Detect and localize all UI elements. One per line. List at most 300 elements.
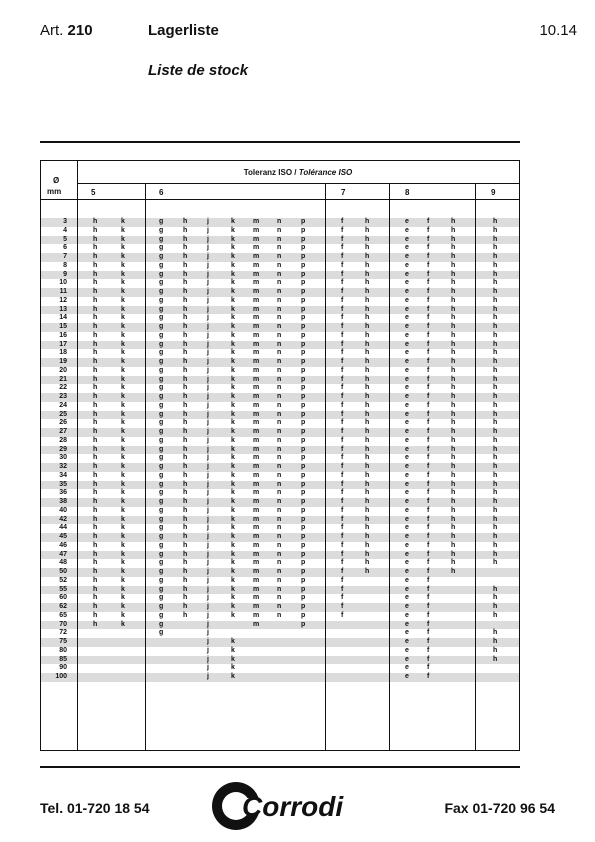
tolerance-mark: n [277, 533, 282, 540]
tolerance-mark: h [451, 436, 456, 444]
tolerance-mark: f [341, 471, 344, 479]
tolerance-mark: k [121, 498, 125, 505]
logo-graphic [210, 778, 350, 834]
tolerance-mark: k [231, 226, 235, 234]
tolerance-mark: e [405, 498, 409, 505]
tolerance-mark: k [231, 673, 235, 680]
tolerance-mark: k [231, 375, 235, 383]
tolerance-mark: k [231, 576, 235, 584]
tolerance-mark: j [207, 340, 209, 348]
tolerance-mark: h [365, 471, 370, 479]
col-divider [77, 161, 78, 750]
tolerance-mark: g [159, 314, 164, 322]
row-diameter: 17 [59, 340, 67, 348]
tolerance-mark: m [253, 568, 260, 575]
tolerance-mark: m [253, 594, 260, 602]
tolerance-mark: e [405, 576, 409, 584]
tolerance-mark: p [301, 480, 306, 488]
tolerance-mark: k [231, 235, 235, 243]
tolerance-mark: f [427, 244, 430, 252]
tolerance-mark: n [277, 218, 282, 225]
tolerance-mark: h [93, 541, 98, 549]
table-row [41, 638, 519, 647]
tolerance-mark: f [341, 331, 344, 339]
tolerance-mark: f [341, 384, 344, 392]
tolerance-mark: h [93, 498, 98, 505]
tolerance-mark: k [231, 533, 235, 540]
tolerance-mark: k [231, 349, 235, 357]
tolerance-mark: k [231, 340, 235, 348]
tolerance-mark: h [183, 515, 188, 523]
tolerance-mark: h [451, 550, 456, 558]
tolerance-mark: m [253, 401, 260, 409]
tolerance-mark: e [405, 664, 409, 672]
tolerance-mark: m [253, 253, 260, 260]
tolerance-mark: h [365, 349, 370, 357]
tolerance-mark: k [231, 638, 235, 645]
tolerance-mark: h [493, 436, 498, 444]
tolerance-mark: f [341, 235, 344, 243]
tolerance-mark: e [405, 524, 409, 532]
tolerance-mark: p [301, 428, 306, 435]
tolerance-mark: k [231, 288, 235, 295]
tolerance-mark: f [427, 664, 430, 672]
tolerance-mark: f [427, 288, 430, 295]
diameter-symbol: Ø [53, 176, 60, 185]
tolerance-mark: e [405, 629, 409, 637]
tolerance-mark: h [183, 585, 188, 593]
tolerance-mark: g [159, 235, 164, 243]
row-diameter: 29 [59, 445, 67, 453]
tolerance-mark: h [183, 480, 188, 488]
tolerance-mark: h [365, 261, 370, 269]
tolerance-mark: g [159, 401, 164, 409]
tolerance-mark: h [451, 323, 456, 330]
tolerance-mark: h [493, 375, 498, 383]
tolerance-mark: k [121, 436, 125, 444]
tolerance-mark: e [405, 506, 409, 514]
tolerance-mark: p [301, 226, 306, 234]
tolerance-mark: k [231, 585, 235, 593]
tolerance-mark: h [451, 463, 456, 470]
tolerance-mark: h [493, 279, 498, 287]
tolerance-mark: f [427, 673, 430, 680]
tolerance-mark: f [341, 454, 344, 462]
tolerance-mark: m [253, 393, 260, 400]
tolerance-mark: h [493, 550, 498, 558]
tolerance-mark: h [451, 419, 456, 427]
tolerance-mark: e [405, 445, 409, 453]
tolerance-mark: m [253, 270, 260, 278]
tolerance-mark: h [93, 524, 98, 532]
tolerance-mark: k [231, 480, 235, 488]
tolerance-mark: m [253, 603, 260, 610]
row-diameter: 12 [59, 296, 67, 304]
tolerance-mark: f [427, 261, 430, 269]
tolerance-mark: m [253, 498, 260, 505]
tolerance-mark: h [493, 410, 498, 418]
tolerance-mark: h [93, 436, 98, 444]
tolerance-mark: h [93, 603, 98, 610]
row-diameter: 85 [59, 655, 67, 663]
telephone: Tel. 01-720 18 54 [40, 800, 150, 816]
tolerance-mark: h [93, 480, 98, 488]
col-divider [389, 183, 390, 750]
tolerance-mark: p [301, 498, 306, 505]
tolerance-mark: n [277, 541, 282, 549]
tolerance-mark: f [341, 480, 344, 488]
tolerance-mark: k [121, 323, 125, 330]
tolerance-mark: k [121, 620, 125, 628]
tolerance-mark: h [365, 454, 370, 462]
tolerance-mark: n [277, 349, 282, 357]
tolerance-mark: j [207, 393, 209, 400]
tolerance-mark: h [365, 226, 370, 234]
tolerance-mark: k [121, 253, 125, 260]
tolerance-mark: p [301, 471, 306, 479]
stock-table [40, 160, 520, 751]
tolerance-mark: f [427, 331, 430, 339]
tolerance-mark: n [277, 393, 282, 400]
tolerance-mark: h [93, 218, 98, 225]
tolerance-mark: f [427, 594, 430, 602]
tolerance-mark: j [207, 323, 209, 330]
tolerance-mark: h [183, 384, 188, 392]
page-subtitle: Liste de stock [148, 62, 249, 79]
tolerance-mark: f [427, 524, 430, 532]
tolerance-mark: m [253, 480, 260, 488]
tolerance-mark: m [253, 463, 260, 470]
tolerance-mark: g [159, 506, 164, 514]
tolerance-mark: g [159, 296, 164, 304]
tolerance-mark: h [493, 594, 498, 602]
tolerance-mark: m [253, 340, 260, 348]
tolerance-mark: h [365, 428, 370, 435]
tolerance-mark: h [493, 515, 498, 523]
tolerance-mark: h [93, 305, 98, 313]
tolerance-mark: h [183, 218, 188, 225]
tolerance-mark: f [341, 428, 344, 435]
tolerance-mark: j [207, 410, 209, 418]
tolerance-mark: j [207, 524, 209, 532]
tolerance-mark: j [207, 253, 209, 260]
table-row [41, 437, 519, 446]
tolerance-mark: h [183, 541, 188, 549]
tolerance-mark: m [253, 515, 260, 523]
tolerance-mark: f [427, 428, 430, 435]
tolerance-mark: f [427, 253, 430, 260]
tolerance-mark: n [277, 410, 282, 418]
tolerance-mark: j [207, 655, 209, 663]
tolerance-mark: h [493, 428, 498, 435]
table-row [41, 419, 519, 428]
tolerance-mark: n [277, 279, 282, 287]
tolerance-mark: n [277, 559, 282, 567]
tolerance-mark: j [207, 620, 209, 628]
tolerance-mark: h [365, 559, 370, 567]
tolerance-mark: h [493, 419, 498, 427]
tolerance-mark: f [427, 323, 430, 330]
tolerance-mark: e [405, 253, 409, 260]
tolerance-mark: h [93, 331, 98, 339]
tolerance-mark: h [451, 288, 456, 295]
tolerance-mark: n [277, 515, 282, 523]
article-number: 210 [67, 22, 93, 39]
tolerance-mark: j [207, 384, 209, 392]
tolerance-mark: h [183, 550, 188, 558]
tolerance-mark: j [207, 463, 209, 470]
table-row [41, 323, 519, 332]
tolerance-mark: h [451, 279, 456, 287]
tolerance-mark: f [341, 568, 344, 575]
table-row [41, 551, 519, 560]
table-row [41, 533, 519, 542]
tolerance-mark: k [231, 445, 235, 453]
tolerance-mark: k [121, 550, 125, 558]
tolerance-mark: k [231, 646, 235, 654]
tolerance-mark: j [207, 629, 209, 637]
tolerance-mark: h [493, 305, 498, 313]
tolerance-mark: f [427, 279, 430, 287]
tolerance-mark: h [93, 428, 98, 435]
tolerance-mark: g [159, 585, 164, 593]
tolerance-mark: p [301, 445, 306, 453]
tolerance-mark: h [93, 296, 98, 304]
tolerance-mark: g [159, 393, 164, 400]
table-row [41, 376, 519, 385]
tolerance-mark: p [301, 559, 306, 567]
tolerance-mark: j [207, 279, 209, 287]
tolerance-mark: h [93, 270, 98, 278]
tolerance-mark: f [341, 349, 344, 357]
col-divider [475, 183, 476, 750]
tolerance-mark: k [231, 331, 235, 339]
tolerance-mark: g [159, 366, 164, 374]
row-diameter: 20 [59, 366, 67, 374]
tolerance-mark: h [493, 524, 498, 532]
tolerance-mark: n [277, 524, 282, 532]
tolerance-mark: h [93, 489, 98, 497]
tolerance-mark: h [93, 471, 98, 479]
tolerance-mark: f [427, 235, 430, 243]
tolerance-mark: h [93, 349, 98, 357]
tolerance-mark: k [121, 375, 125, 383]
tolerance-mark: h [93, 594, 98, 602]
tolerance-mark: f [427, 445, 430, 453]
tolerance-mark: n [277, 270, 282, 278]
tolerance-mark: p [301, 533, 306, 540]
tolerance-mark: g [159, 218, 164, 225]
tolerance-mark: h [183, 244, 188, 252]
tolerance-mark: k [231, 366, 235, 374]
bottom-rule [40, 766, 520, 768]
tolerance-mark: e [405, 314, 409, 322]
col-divider [145, 183, 146, 750]
tolerance-mark: f [341, 288, 344, 295]
tolerance-mark: j [207, 218, 209, 225]
row-diameter: 55 [59, 585, 67, 593]
tolerance-mark: p [301, 218, 306, 225]
tolerance-mark: f [341, 375, 344, 383]
tolerance-mark: f [427, 393, 430, 400]
tolerance-mark: n [277, 226, 282, 234]
tolerance-mark: p [301, 576, 306, 584]
table-row [41, 621, 519, 630]
tolerance-mark: e [405, 594, 409, 602]
tolerance-mark: h [93, 568, 98, 575]
tolerance-mark: h [493, 506, 498, 514]
tolerance-mark: e [405, 358, 409, 365]
tolerance-mark: f [427, 436, 430, 444]
tolerance-mark: h [493, 489, 498, 497]
tolerance-mark: h [183, 533, 188, 540]
tolerance-mark: k [231, 463, 235, 470]
tolerance-mark: h [365, 288, 370, 295]
row-diameter: 100 [55, 673, 67, 680]
tolerance-mark: f [427, 226, 430, 234]
tolerance-mark: k [231, 410, 235, 418]
tolerance-mark: h [183, 393, 188, 400]
tolerance-mark: f [341, 585, 344, 593]
tolerance-mark: g [159, 445, 164, 453]
tolerance-mark: e [405, 393, 409, 400]
tolerance-mark: p [301, 568, 306, 575]
tolerance-mark: h [93, 533, 98, 540]
tolerance-mark: f [427, 270, 430, 278]
tolerance-mark: k [121, 410, 125, 418]
tolerance-mark: h [183, 288, 188, 295]
tolerance-mark: p [301, 235, 306, 243]
tolerance-mark: g [159, 436, 164, 444]
tolerance-mark: f [341, 603, 344, 610]
tolerance-mark: h [183, 568, 188, 575]
tolerance-mark: h [493, 646, 498, 654]
tolerance-mark: h [365, 506, 370, 514]
row-diameter: 10 [59, 279, 67, 287]
tolerance-mark: f [341, 436, 344, 444]
tolerance-mark: j [207, 559, 209, 567]
tolerance-mark: g [159, 261, 164, 269]
tolerance-mark: h [183, 419, 188, 427]
tolerance-mark: k [121, 515, 125, 523]
grade-9-header: 9 [491, 188, 496, 197]
tolerance-mark: f [341, 533, 344, 540]
tolerance-mark: m [253, 331, 260, 339]
tolerance-mark: p [301, 550, 306, 558]
row-diameter: 46 [59, 541, 67, 549]
tolerance-mark: k [231, 550, 235, 558]
tolerance-mark: j [207, 533, 209, 540]
tolerance-mark: h [183, 235, 188, 243]
tolerance-mark: e [405, 261, 409, 269]
tolerance-mark: f [341, 524, 344, 532]
tolerance-mark: k [231, 218, 235, 225]
tolerance-mark: m [253, 454, 260, 462]
tolerance-mark: e [405, 401, 409, 409]
tolerance-mark: e [405, 244, 409, 252]
tolerance-mark: h [183, 436, 188, 444]
tolerance-mark: f [341, 515, 344, 523]
tolerance-mark: h [365, 366, 370, 374]
row-diameter: 21 [59, 375, 67, 383]
row-diameter: 27 [59, 428, 67, 435]
tolerance-mark: h [183, 253, 188, 260]
tolerance-mark: m [253, 620, 260, 628]
tolerance-mark: e [405, 585, 409, 593]
tolerance-mark: m [253, 436, 260, 444]
tolerance-mark: h [365, 410, 370, 418]
tolerance-mark: f [427, 655, 430, 663]
table-row [41, 367, 519, 376]
tolerance-mark: e [405, 428, 409, 435]
table-row [41, 402, 519, 411]
tolerance-mark: p [301, 331, 306, 339]
tolerance-mark: h [93, 401, 98, 409]
tolerance-mark: h [183, 471, 188, 479]
grade-6-header: 6 [159, 188, 164, 197]
tolerance-mark: f [427, 506, 430, 514]
tolerance-mark: g [159, 541, 164, 549]
table-row [41, 454, 519, 463]
tolerance-mark: j [207, 550, 209, 558]
tolerance-mark: f [341, 576, 344, 584]
tolerance-mark: f [427, 629, 430, 637]
table-row [41, 507, 519, 516]
row-diameter: 16 [59, 331, 67, 339]
corrodi-logo [210, 778, 350, 834]
table-row [41, 244, 519, 253]
tolerance-mark: k [231, 471, 235, 479]
tolerance-mark: f [427, 620, 430, 628]
tolerance-mark: k [121, 261, 125, 269]
tolerance-mark: f [427, 401, 430, 409]
tolerance-mark: g [159, 244, 164, 252]
tolerance-mark: g [159, 471, 164, 479]
tolerance-mark: h [493, 226, 498, 234]
tolerance-mark: f [341, 323, 344, 330]
tolerance-mark: j [207, 375, 209, 383]
tolerance-mark: p [301, 349, 306, 357]
tolerance-mark: g [159, 524, 164, 532]
tolerance-mark: k [121, 585, 125, 593]
tolerance-mark: h [451, 498, 456, 505]
tolerance-mark: h [365, 489, 370, 497]
tolerance-mark: f [427, 305, 430, 313]
row-diameter: 28 [59, 436, 67, 444]
tolerance-mark: h [93, 358, 98, 365]
tolerance-mark: f [341, 506, 344, 514]
tolerance-mark: h [183, 358, 188, 365]
tolerance-mark: m [253, 489, 260, 497]
tolerance-mark: k [231, 436, 235, 444]
tolerance-mark: e [405, 323, 409, 330]
tolerance-mark: h [93, 620, 98, 628]
tolerance-mark: p [301, 270, 306, 278]
table-row [41, 489, 519, 498]
tolerance-mark: p [301, 603, 306, 610]
tolerance-mark: k [231, 305, 235, 313]
tolerance-mark: k [121, 340, 125, 348]
tolerance-mark: j [207, 226, 209, 234]
tolerance-mark: h [451, 384, 456, 392]
tolerance-mark: e [405, 559, 409, 567]
tolerance-mark: h [183, 270, 188, 278]
tolerance-mark: n [277, 576, 282, 584]
row-diameter: 4 [63, 226, 67, 234]
tolerance-mark: g [159, 270, 164, 278]
tolerance-mark: p [301, 288, 306, 295]
tolerance-mark: h [365, 279, 370, 287]
